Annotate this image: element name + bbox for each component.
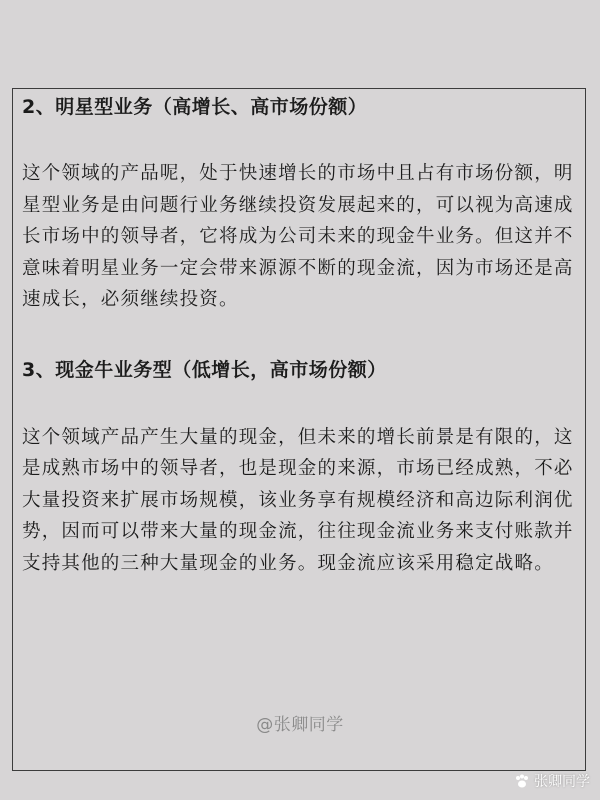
section-heading-cash-cow: 3、现金牛业务型（低增长，高市场份额） xyxy=(22,358,387,381)
xiaohongshu-paw-icon xyxy=(514,773,530,789)
corner-watermark xyxy=(514,771,590,791)
section-paragraph-cash-cow: 这个领域产品产生大量的现金，但未来的增长前景是有限的，这是成熟市场中的领导者，也是现金的来源，市场已经成熟，不必大量投资来扩展市场规模，该业务享有规模经济和高边际利润优势，因而可以带来大量的现金流，往往现金流业务来支付账款并支持其他的三种大量现金的业务。现金流应该采用稳定战略。 xyxy=(22,426,574,574)
section-heading-star: 2、明星型业务（高增长、高市场份额） xyxy=(22,96,368,118)
article-content xyxy=(22,92,578,579)
author-watermark: @张卿同学 xyxy=(256,715,344,735)
corner-watermark-text: 张卿同学 xyxy=(534,774,590,790)
section-paragraph-star: 这个领域的产品呢，处于快速增长的市场中且占有市场份额，明星型业务是由问题行业务继续投资发展起来的，可以视为高速成长市场中的领导者，它将成为公司未来的现金牛业务。但这并不意味着明星业务一定会带来源源不断的现金流，因为市场还是高速成长，必须继续投资。 xyxy=(22,163,574,310)
